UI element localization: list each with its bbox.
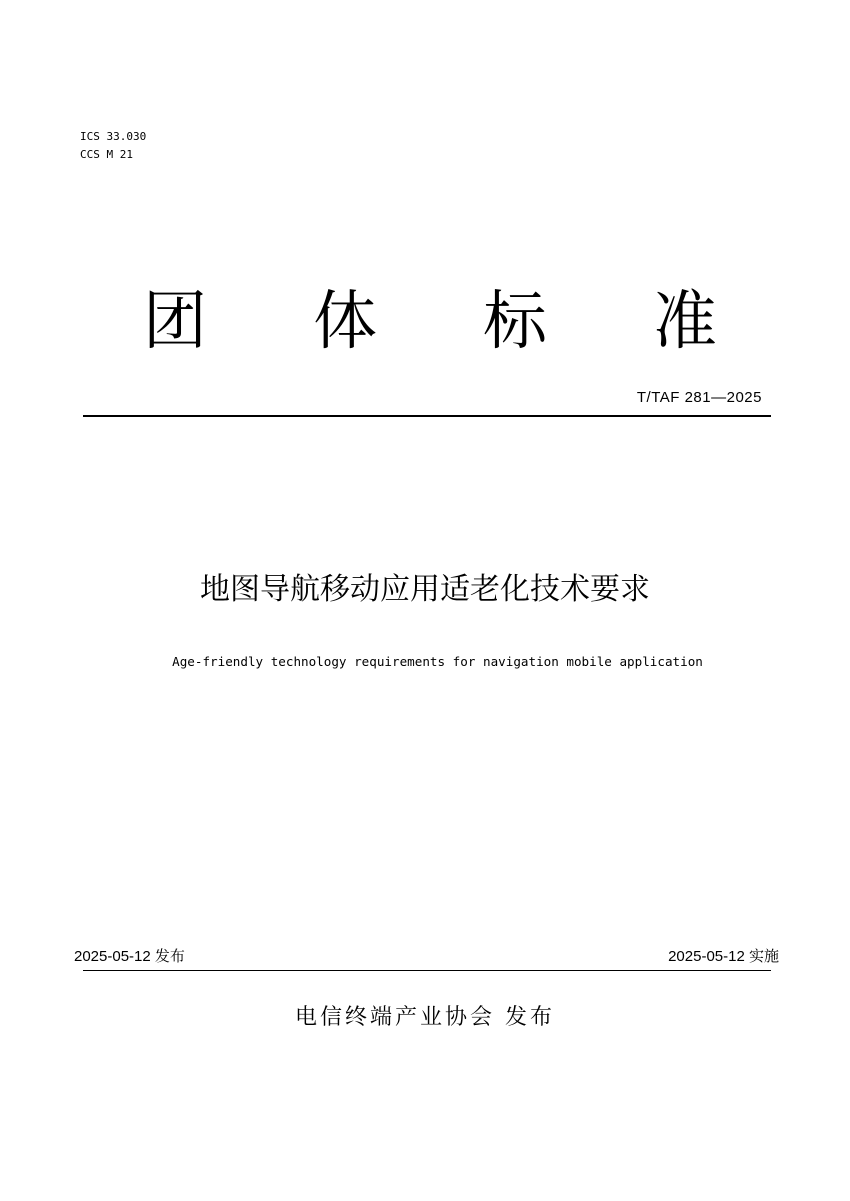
- classification-codes: [80, 128, 146, 164]
- document-title-en: Age-friendly technology requirements for navigation mobile application: [172, 654, 703, 669]
- header-divider: [83, 415, 771, 417]
- standard-type-char: 团: [143, 285, 207, 359]
- publisher: 电信终端产业协会 发布: [295, 1005, 555, 1030]
- standard-type-title: [120, 282, 740, 362]
- standard-number: T/TAF 281—2025: [636, 389, 762, 406]
- footer-divider: [83, 970, 771, 971]
- implement-date: 2025-05-12 实施: [668, 948, 779, 965]
- publish-date: 2025-05-12 发布: [74, 948, 185, 965]
- standard-type-char: 体: [313, 285, 377, 359]
- standard-type-char: 准: [653, 285, 717, 359]
- ccs-code: CCS M 21: [80, 148, 133, 161]
- document-title-cn: 地图导航移动应用适老化技术要求: [200, 572, 650, 607]
- standard-type-char: 标: [483, 285, 547, 359]
- ics-code: ICS 33.030: [80, 130, 147, 143]
